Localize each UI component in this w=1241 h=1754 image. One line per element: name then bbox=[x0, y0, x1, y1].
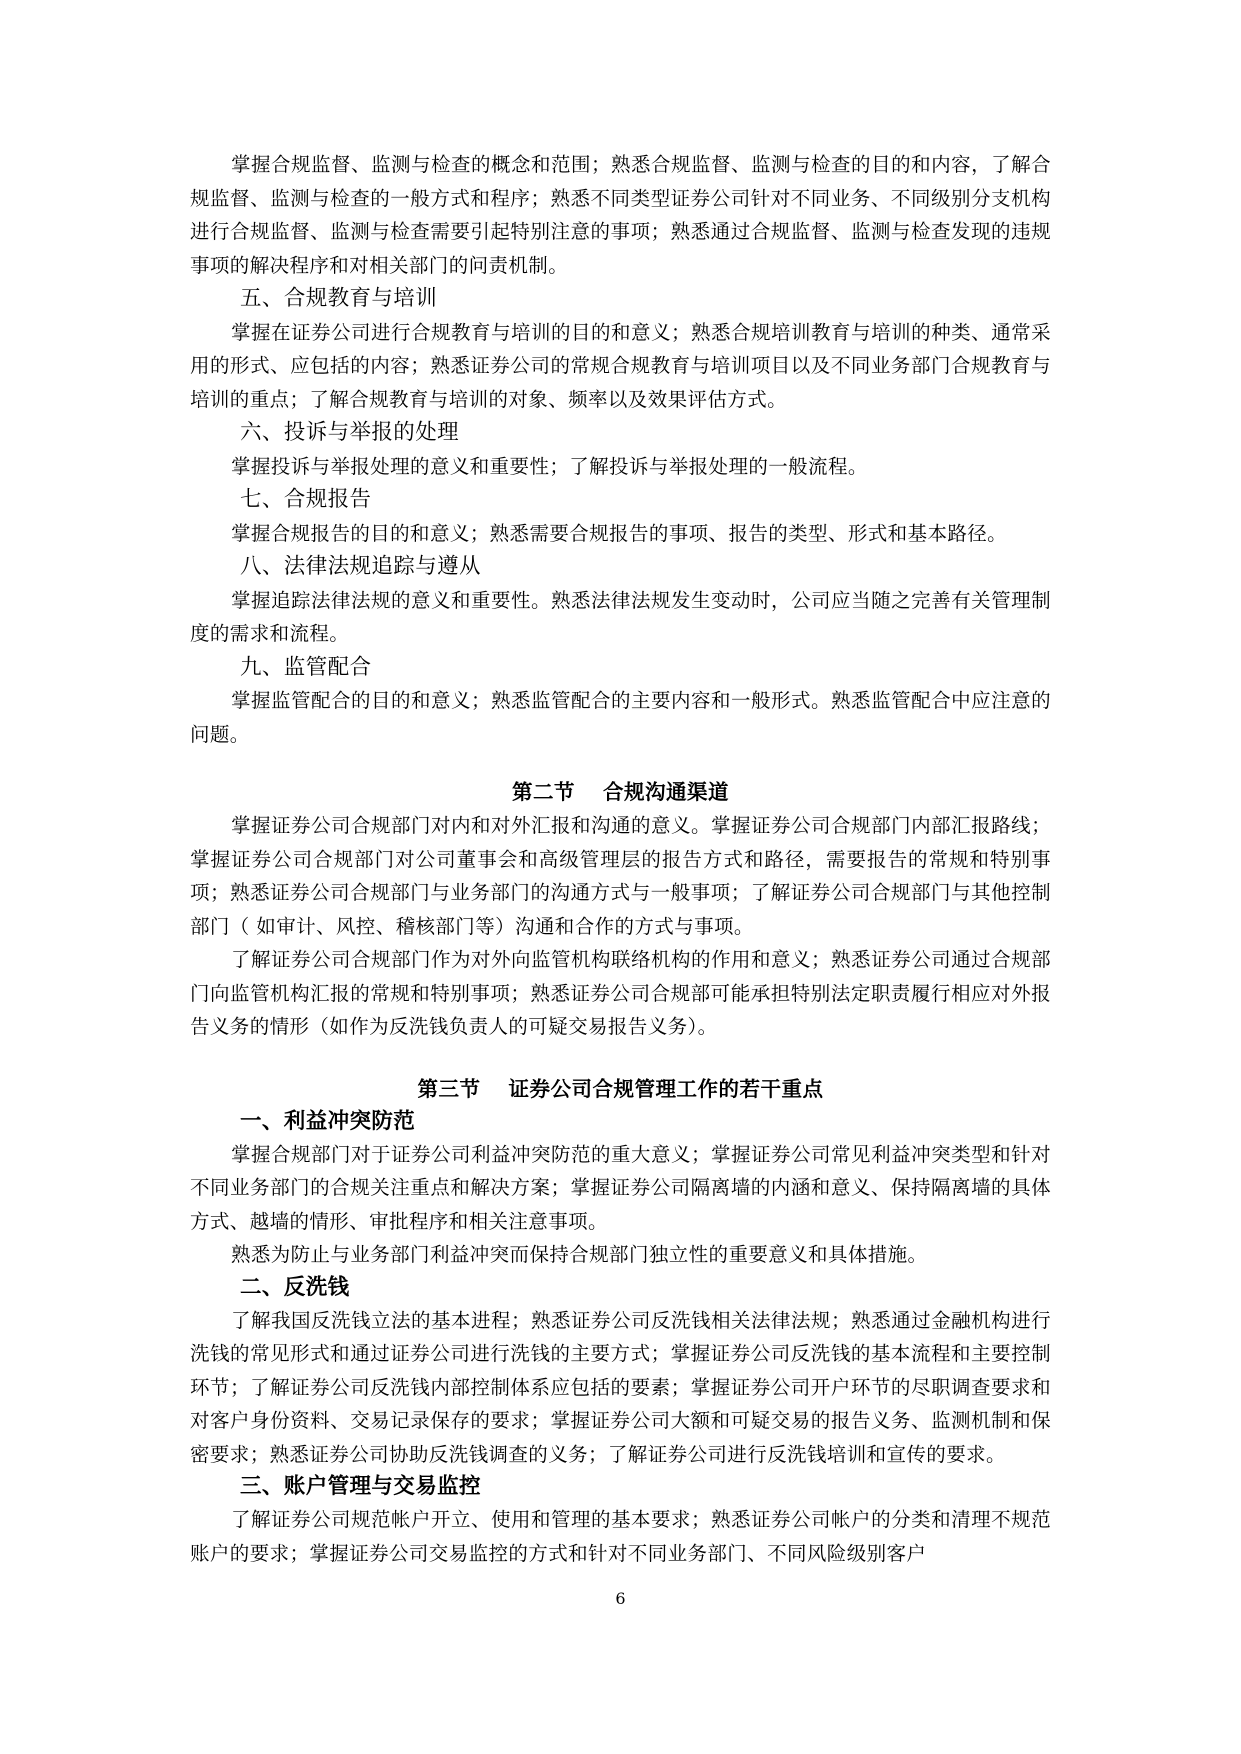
heading-law-tracking: 八、法律法规追踪与遵从 bbox=[240, 554, 481, 579]
heading-account-management: 三、账户管理与交易监控 bbox=[240, 1474, 481, 1499]
paragraph-conflict-2: 熟悉为防止与业务部门利益冲突而保持合规部门独立性的重要意义和具体措施。 bbox=[230, 1243, 928, 1266]
paragraph-regulatory-cooperation: 掌握监管配合的目的和意义；熟悉监管配合的主要内容和一般形式。熟悉监管配合中应注意的问题。 bbox=[190, 689, 1051, 746]
paragraph-complaints: 掌握投诉与举报处理的意义和重要性；了解投诉与举报处理的一般流程。 bbox=[230, 454, 868, 478]
paragraph-anti-money-laundering: 了解我国反洗钱立法的基本进程；熟悉证券公司反洗钱相关法律法规；熟悉通过金融机构进行洗钱的常见形式和通过证券公司进行洗钱的主要方式；掌握证券公司反洗钱的基本流程和主要控制环节；了解证券公司反洗钱内部控制体系应包括的要素；掌握证券公司开户环节的尽职调查要求和对客户身份资料、交易记录保存的要求；掌握证券公司大额和可疑交易的报告义务、监测机制和保密要求；熟悉证券公司协助反洗钱调查的义务；了解证券公司进行反洗钱培训和宣传的要求。 bbox=[190, 1308, 1051, 1466]
paragraph-communication-1: 掌握证券公司合规部门对内和对外汇报和沟通的意义。掌握证券公司合规部门内部汇报路线；掌握证券公司合规部门对公司董事会和高级管理层的报告方式和路径，需要报告的常规和特别事项；熟悉证券公司合规部门与业务部门的沟通方式与一般事项；了解证券公司合规部门与其他控制部门（ 如审计、风控、稽核部门等）沟通和合作的方式与事项。 bbox=[190, 814, 1051, 938]
paragraph-communication-2: 了解证券公司合规部门作为对外向监管机构联络机构的作用和意义；熟悉证券公司通过合规部门向监管机构汇报的常规和特别事项；熟悉证券公司合规部可能承担特别法定职责履行相应对外报告义务的情形（如作为反洗钱负责人的可疑交易报告义务）。 bbox=[190, 948, 1051, 1038]
page-number: 6 bbox=[615, 1589, 626, 1608]
paragraph-account-management: 了解证券公司规范帐户开立、使用和管理的基本要求；熟悉证券公司帐户的分类和清理不规范账户的要求；掌握证券公司交易监控的方式和针对不同业务部门、不同风险级别客户 bbox=[190, 1508, 1051, 1565]
heading-anti-money-laundering: 二、反洗钱 bbox=[240, 1274, 350, 1300]
page-content bbox=[190, 148, 1051, 1570]
heading-complaints: 六、投诉与举报的处理 bbox=[240, 420, 460, 445]
paragraph-conflict-1: 掌握合规部门对于证券公司利益冲突防范的重大意义；掌握证券公司常见利益冲突类型和针对不同业务部门的合规关注重点和解决方案；掌握证券公司隔离墙的内涵和意义、保持隔离墙的具体方式、越墙的情形、审批程序和相关注意事项。 bbox=[190, 1142, 1051, 1233]
paragraph-compliance-training: 掌握在证券公司进行合规教育与培训的目的和意义；熟悉合规培训教育与培训的种类、通常采用的形式、应包括的内容；熟悉证券公司的常规合规教育与培训项目以及不同业务部门合规教育与培训的重点；了解合规教育与培训的对象、频率以及效果评估方式。 bbox=[190, 320, 1051, 411]
heading-compliance-training: 五、合规教育与培训 bbox=[240, 286, 438, 311]
paragraph-compliance-report: 掌握合规报告的目的和意义；熟悉需要合规报告的事项、报告的类型、形式和基本路径。 bbox=[230, 521, 1008, 545]
paragraph-supervision: 掌握合规监督、监测与检查的概念和范围；熟悉合规监督、监测与检查的目的和内容，了解合规监督、监测与检查的一般方式和程序；熟悉不同类型证券公司针对不同业务、不同级别分支机构进行合规监督、监测与检查需要引起特别注意的事项；熟悉通过合规监督、监测与检查发现的违规事项的解决程序和对相关部门的问责机制。 bbox=[190, 153, 1051, 277]
heading-conflict-of-interest: 一、利益冲突防范 bbox=[240, 1108, 416, 1134]
paragraph-law-tracking: 掌握追踪法律法规的意义和重要性。熟悉法律法规发生变动时，公司应当随之完善有关管理制度的需求和流程。 bbox=[190, 588, 1051, 645]
section-heading-3 bbox=[190, 1072, 1051, 1106]
section-3-title: 证券公司合规管理工作的若干重点 bbox=[508, 1076, 824, 1101]
section-2-number: 第二节 bbox=[512, 780, 575, 804]
heading-regulatory-cooperation: 九、监管配合 bbox=[240, 654, 372, 680]
section-2-title: 合规沟通渠道 bbox=[603, 780, 729, 804]
heading-compliance-report: 七、合规报告 bbox=[240, 487, 372, 512]
section-heading-2 bbox=[190, 775, 1051, 809]
section-3-number: 第三节 bbox=[417, 1076, 481, 1101]
